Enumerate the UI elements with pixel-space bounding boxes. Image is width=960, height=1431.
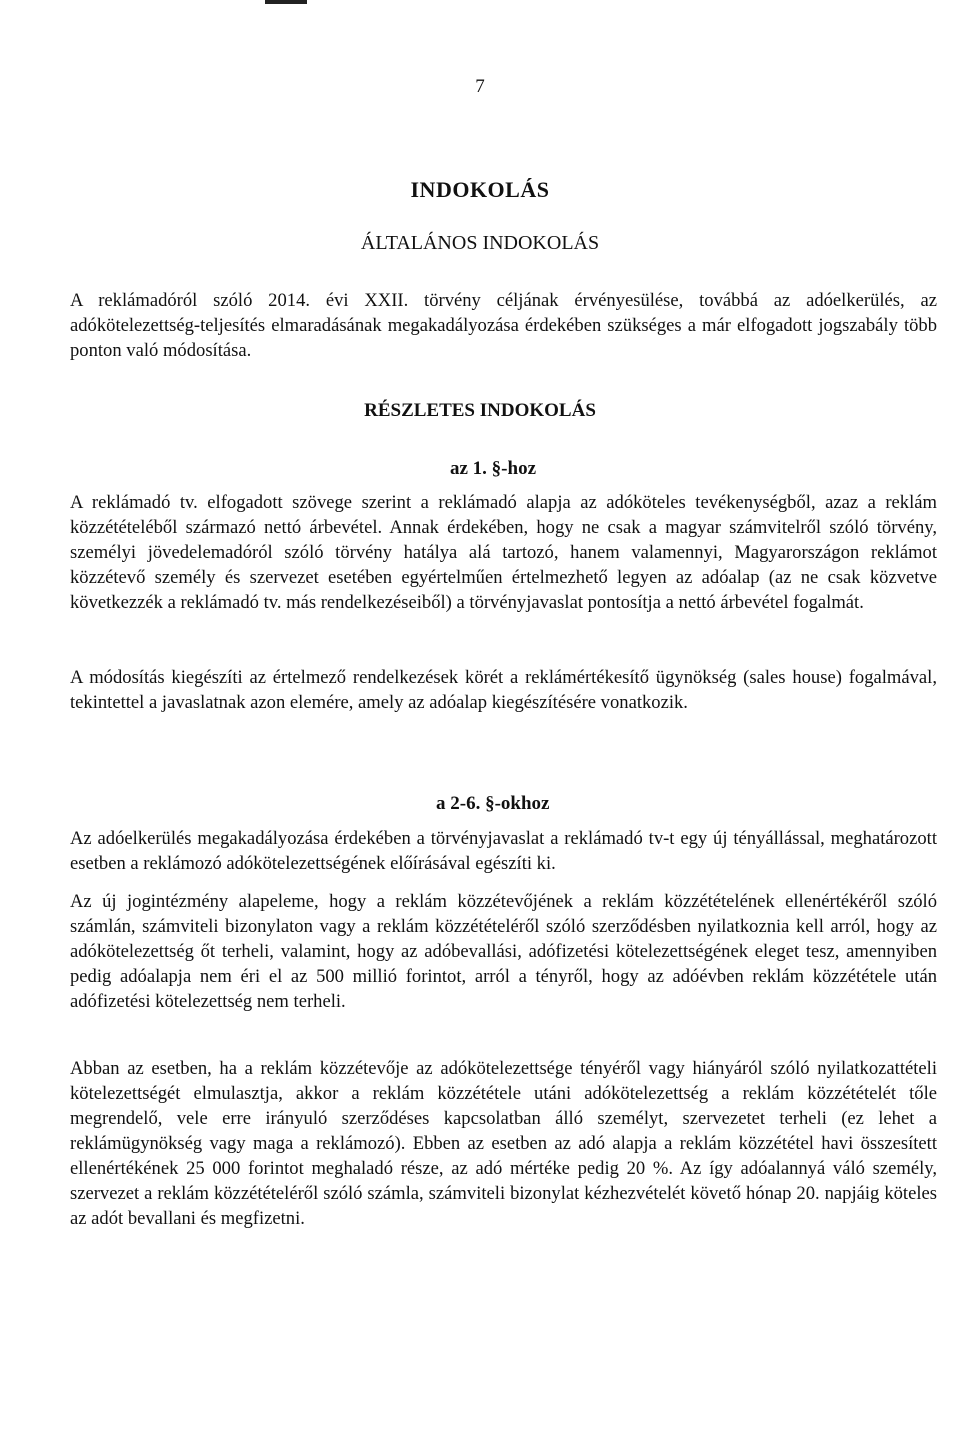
section-title-1: az 1. §-hoz: [450, 458, 537, 479]
section-2-paragraph-1: Az adóelkerülés megakadályozása érdekében a törvényjavaslat a reklámadó tv-t egy új tényállással, meghatározott esetben a reklámozó adókötelezettségének előírásával egészíti ki.: [70, 828, 937, 874]
general-paragraph: A reklámadóról szóló 2014. évi XXII. törvény céljának érvényesülése, továbbá az adóelkerülés, az adókötelezettség-teljesítés elmaradásának megakadályozása érdekében szükséges a már elfogadott jogszabály több ponton való módosítása.: [70, 290, 937, 361]
section-2-paragraph-3: Abban az esetben, ha a reklám közzétevője az adókötelezettsége tényéről vagy hiányáról szóló nyilatkozattételi kötelezettségét elmulasztja, akkor a reklám közzététele utáni adókötelezettség a reklám közzétételét tőle megrendelő, vele erre irányuló szerződéses kapcsolatban álló személyt, szervezetet terheli (ez lehet a reklámügynökség vagy maga a reklámozó). Ebben az esetben az adó alapja a reklám közzététel havi összesített ellenértékének 25 000 forintot meghaladó része, az adó mértéke pedig 20 %. Az így adóalannyá váló személy, szervezet a reklám közzétételéről szóló számla, számviteli bizonylat kézhezvételét követő hónap 20. napjáig köteles az adót bevallani és megfizetni.: [70, 1058, 937, 1229]
section-1-paragraph-1: A reklámadó tv. elfogadott szövege szerint a reklámadó alapja az adóköteles tevékenységből, azaz a reklám közzétételéből származó nettó árbevétel. Annak érdekében, hogy ne csak a magyar számvitelről szóló törvény, személyi jövedelemadóról szóló törvény hatálya alá tartozó, hanem valamennyi, Magyarországon reklámot közzétevő személy és szervezet esetében egyértelműen értelmezhető legyen az adóalap (az ne csak közvetve következzék a reklámadó tv. más rendelkezéseiből) a törvényjavaslat pontosítja a nettó árbevétel fogalmát.: [70, 492, 937, 613]
section-title-2: a 2-6. §-okhoz: [436, 793, 550, 814]
section-2-paragraph-2: Az új jogintézmény alapeleme, hogy a reklám közzétevőjének a reklám közzétételének ellenértékéről szóló számlán, számviteli bizonylaton vagy a reklám közzétételéről szóló szerződésben nyilatkoznia kell arról, hogy az adókötelezettség őt terheli, valamint, hogy az adóbevallási, adófizetési kötelezettségének eleget tesz, amennyiben pedig adóalapja nem éri el az 500 millió forintot, arról a tényről, hogy az adóévben reklám közzététele után adófizetési kötelezettség nem terheli.: [70, 891, 937, 1012]
scan-mark: [265, 0, 307, 4]
heading-main: INDOKOLÁS: [410, 177, 550, 202]
heading-detailed: RÉSZLETES INDOKOLÁS: [364, 400, 596, 421]
heading-general: ÁLTALÁNOS INDOKOLÁS: [360, 232, 600, 254]
page-number: 7: [475, 76, 485, 97]
section-1-paragraph-2: A módosítás kiegészíti az értelmező rendelkezések körét a reklámértékesítő ügynökség (sales house) fogalmával, tekintettel a javaslatnak azon elemére, amely az adóalap kiegészítésére vonatkozik.: [70, 667, 937, 713]
